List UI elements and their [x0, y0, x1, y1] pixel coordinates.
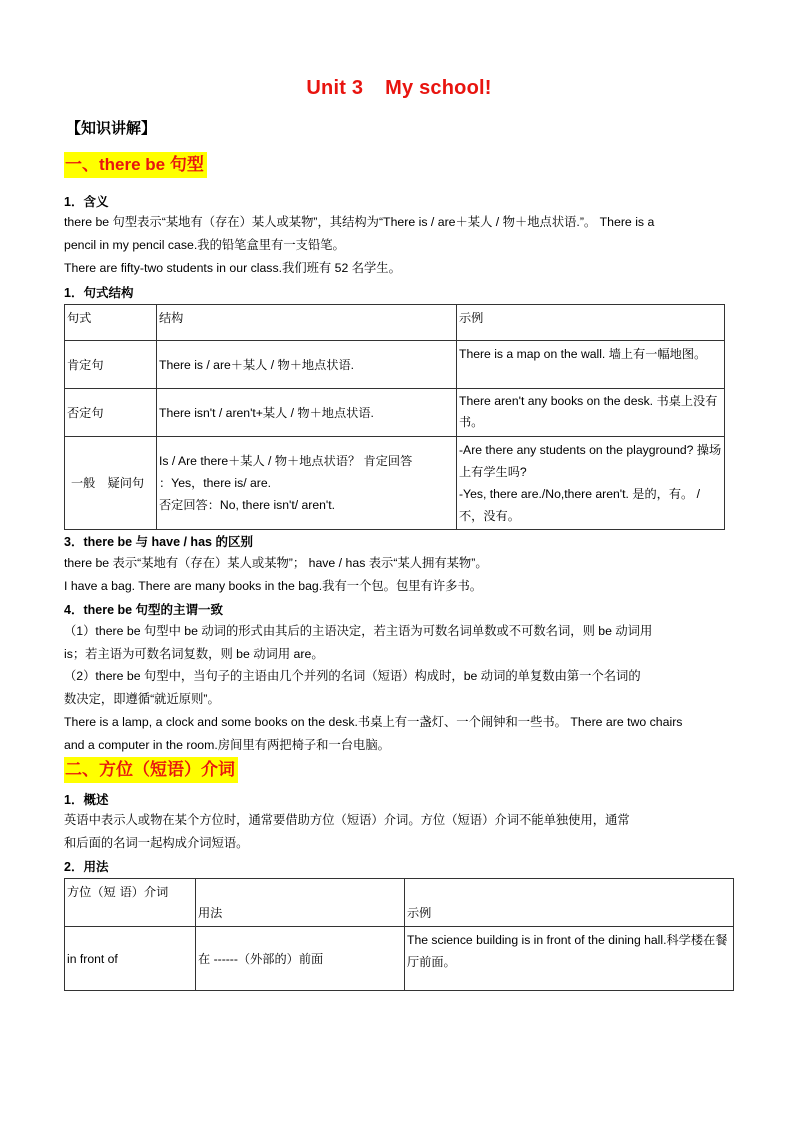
example-line: -Are there any students on the playground? 操场上有学生吗? — [459, 443, 722, 479]
agree-line-6: and a computer in the room.房间里有两把椅子和一台电脑。 — [64, 738, 390, 752]
s1-sub2-title: 1．句式结构 — [64, 286, 134, 300]
preposition-table — [64, 878, 734, 991]
knowledge-heading: 【知识讲解】 — [66, 120, 157, 137]
agree-line-1: （1）there be 句型中 be 动词的形式由其后的主语决定，若主语为可数名词单数或不可数名词，则 be 动词用 — [64, 624, 653, 638]
s1-sub4-title: 4．there be 句型的主谓一致 — [64, 603, 224, 617]
diff-line-2: I have a bag. There are many books in the bag.我有一个包。包里有许多书。 — [64, 579, 483, 593]
agree-line-4: 数决定，即遵循“就近原则”。 — [64, 692, 220, 706]
s2-sub2-title: 2．用法 — [64, 860, 109, 874]
header-cell: 方位（短 语）介词 — [65, 879, 196, 927]
header-cell: 示例 — [457, 305, 725, 341]
s1-sub1-title: 1．含义 — [64, 195, 109, 209]
agree-line-2: is；若主语为可数名词复数，则 be 动词用 are。 — [64, 647, 324, 661]
structure-cell — [157, 437, 457, 530]
header-cell: 结构 — [157, 305, 457, 341]
meaning-line-2: pencil in my pencil case.我的铅笔盒里有一支铅笔。 — [64, 238, 345, 252]
usage-cell: 在 ------（外部的）前面 — [196, 927, 405, 991]
table-row — [65, 341, 725, 389]
structure-cell: There is / are＋某人 / 物＋地点状语. — [157, 341, 457, 389]
type-cell: 肯定句 — [65, 341, 157, 389]
s1-sub3-title: 3．there be 与 have / has 的区别 — [64, 535, 253, 549]
example-line: -Yes, there are./No,there aren't. 是的，有。 / 不，没有。 — [459, 487, 700, 523]
structure-line: 否定回答：No, there isn't/ aren't. — [159, 498, 336, 512]
s2-sub1-title: 1．概述 — [64, 793, 109, 807]
example-cell: There is a map on the wall. 墙上有一幅地图。 — [457, 341, 725, 389]
structure-line: Is / Are there＋某人 / 物＋地点状语？ 肯定回答 — [159, 454, 413, 468]
page-title — [64, 77, 734, 100]
sentence-structure-table — [64, 304, 725, 530]
header-cell: 句式 — [65, 305, 157, 341]
table-row — [65, 437, 725, 530]
structure-line: ：Yes，there is/ are. — [159, 476, 271, 490]
overview-line-1: 英语中表示人或物在某个方位时，通常要借助方位（短语）介词。方位（短语）介词不能单独使用，通常 — [64, 813, 630, 827]
structure-cell: There isn't / aren't+某人 / 物＋地点状语. — [157, 389, 457, 437]
header-cell: 用法 — [196, 879, 405, 927]
unit-label: Unit 3 — [306, 77, 364, 99]
header-cell: 示例 — [405, 879, 734, 927]
type-cell: 一般 疑问句 — [65, 437, 157, 530]
meaning-line-3: There are fifty-two students in our class.我们班有 52 名学生。 — [64, 261, 401, 275]
agree-line-3: （2）there be 句型中，当句子的主语由几个并列的名词（短语）构成时，be 动词的单复数由第一个名词的 — [64, 669, 641, 683]
table-header-row — [65, 305, 725, 341]
example-cell — [457, 437, 725, 530]
table-row — [65, 389, 725, 437]
type-cell: 否定句 — [65, 389, 157, 437]
section2-heading: 二、方位（短语）介词 — [64, 757, 238, 783]
example-cell: There aren't any books on the desk. 书桌上没有书。 — [457, 389, 725, 437]
section1-heading: 一、there be 句型 — [64, 152, 207, 178]
unit-name: My school! — [385, 77, 492, 99]
overview-line-2: 和后面的名词一起构成介词短语。 — [64, 836, 249, 850]
example-cell: The science building is in front of the dining hall.科学楼在餐厅前面。 — [405, 927, 734, 991]
prep-cell: in front of — [65, 927, 196, 991]
agree-line-5: There is a lamp, a clock and some books on the desk.书桌上有一盏灯、一个闹钟和一些书。 There are two chairs — [64, 715, 683, 729]
table-header-row — [65, 879, 734, 927]
table-row — [65, 927, 734, 991]
meaning-line-1: there be 句型表示“某地有（存在）某人或某物”，其结构为“There is / are＋某人 / 物＋地点状语.”。 There is a — [64, 215, 655, 229]
diff-line-1: there be 表示“某地有（存在）某人或某物”； have / has 表示“某人拥有某物”。 — [64, 556, 488, 570]
